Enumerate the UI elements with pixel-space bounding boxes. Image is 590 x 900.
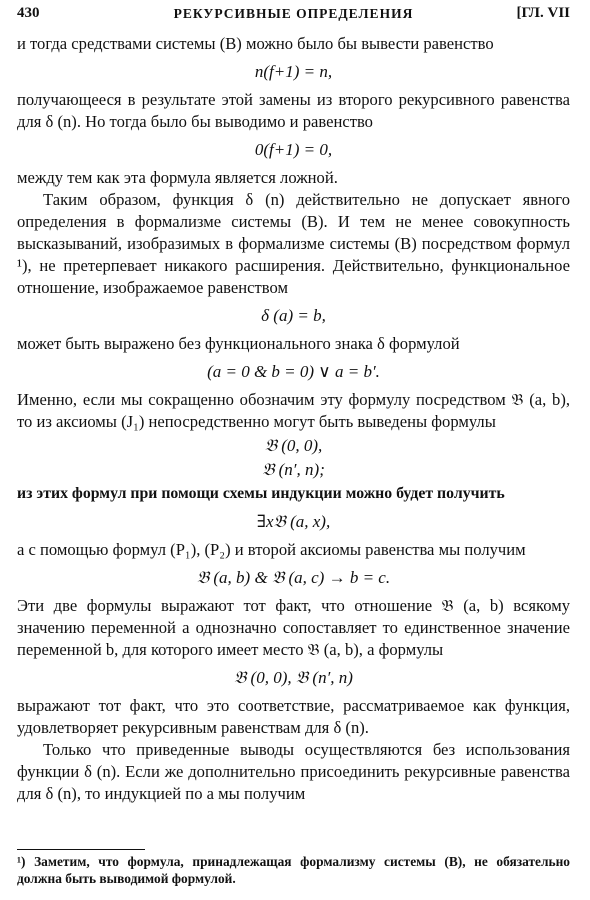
footnote: ¹) Заметим, что формула, принадлежащая формализму системы (B), не обязательно должна быть выводимой формулой.	[17, 854, 570, 886]
formula: 𝔅 (0, 0), 𝔅 (n′, n)	[234, 668, 353, 687]
paragraph: выражают тот факт, что это соответствие, рассматриваемое как функция, удовлетворяет рекурсивным равенствам для δ (n).	[17, 696, 570, 737]
formula: n(f+1) = n,	[254, 62, 333, 81]
paragraph: получающееся в результате этой замены из второго рекурсивного равенства для δ (n). Но тогда было бы выводимо и равенство	[17, 90, 570, 131]
paragraph: Эти две формулы выражают тот факт, что отношение 𝔅 (a, b) всякому значению переменной a однозначно сопоставляет то единственное значение переменной b, для которого имеет место 𝔅 (a, b), а формулы	[17, 596, 570, 659]
paragraph: а с помощью формул (P₁), (P₂) и второй аксиомы равенства мы получим	[17, 540, 526, 559]
footnote-divider	[17, 849, 145, 850]
formula: (a = 0 & b = 0) ∨ a = b′.	[207, 362, 380, 381]
paragraph: Именно, если мы сокращенно обозначим эту формулу посредством 𝔅 (a, b), то из аксиомы (J₁) непосредственно могут быть выведены формулы	[17, 390, 570, 431]
formula: δ (a) = b,	[261, 306, 326, 325]
page-number: 430	[17, 5, 40, 21]
paragraph: может быть выражено без функционального знака δ формулой	[17, 334, 460, 353]
paragraph: между тем как эта формула является ложной.	[17, 168, 338, 187]
running-title: РЕКУРСИВНЫЕ ОПРЕДЕЛЕНИЯ	[173, 6, 414, 21]
formula: 0(f+1) = 0,	[254, 140, 333, 159]
page-body	[17, 33, 570, 805]
paragraph: Только что приведенные выводы осуществляются без использования функции δ (n). Если же дополнительно присоединить рекурсивные равенства для δ (n), то индукцией по a мы получим	[17, 740, 570, 803]
paragraph: и тогда средствами системы (B) можно было бы вывести равенство	[17, 34, 494, 53]
formula: ∃x𝔅 (a, x),	[256, 512, 331, 531]
chapter-label: [ГЛ. VII	[516, 5, 570, 21]
formula: 𝔅 (n′, n);	[262, 460, 325, 479]
paragraph: Таким образом, функция δ (n) действительно не допускает явного определения в формализме системы (B). И тем не менее совокупность высказываний, изобразимых в формализме системы (B) посредством формул ¹), не претерпевает никакого расширения. Действительно, функциональное отношение, изображаемое равенством	[17, 190, 570, 297]
formula: 𝔅 (0, 0),	[264, 436, 323, 455]
running-header	[17, 5, 570, 25]
formula: 𝔅 (a, b) & 𝔅 (a, c) → b = c.	[196, 568, 391, 587]
paragraph: из этих формул при помощи схемы индукции можно будет получить	[17, 485, 505, 502]
